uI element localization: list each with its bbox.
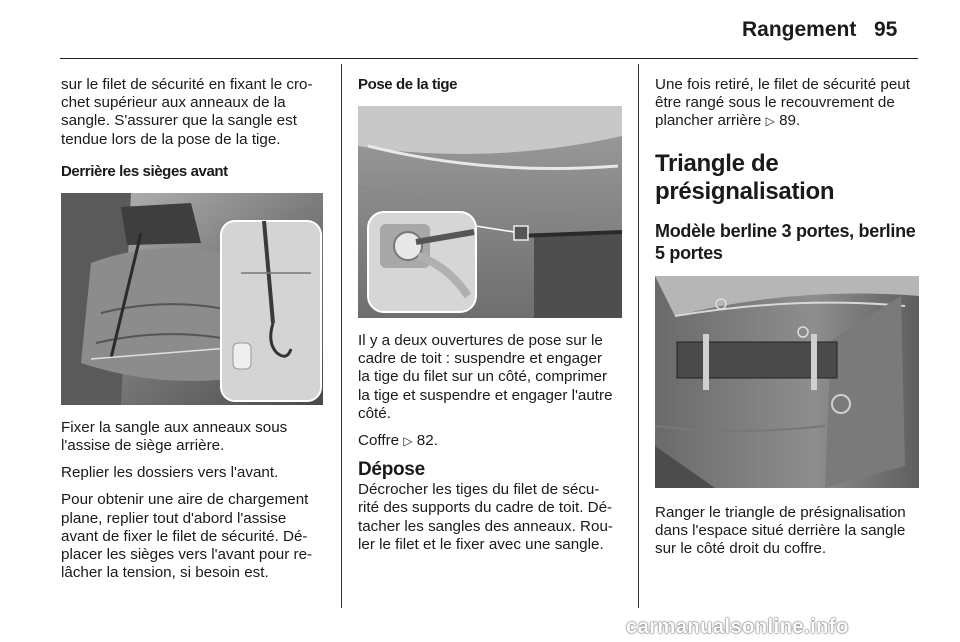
section-heading-front-seats: Derrière les sièges avant: [61, 162, 228, 180]
column-divider-1: [341, 64, 342, 608]
header-divider: [60, 58, 918, 59]
paragraph-fold-backrests: Replier les dossiers vers l'avant.: [61, 464, 279, 482]
column-divider-2: [638, 64, 639, 608]
column-1: [61, 76, 327, 582]
photo-warning-triangle-storage: [655, 276, 919, 488]
photo-rod-mount: [358, 106, 622, 318]
reference-link[interactable]: 89.: [779, 112, 801, 130]
reference-arrow-icon: ▷: [403, 434, 413, 449]
column-2: [358, 76, 624, 554]
watermark: carmanualsonline.info: [626, 616, 849, 638]
paragraph-fix-strap: Fixer la sangle aux anneaux sous l'assise de siège arrière.: [61, 418, 288, 455]
section-heading-warning-triangle: Triangle de présignalisation: [655, 149, 835, 205]
paragraph-store-triangle: Ranger le triangle de présignalisation dans l'espace situé derrière la sangle sur le côté droit du coffre.: [655, 503, 906, 558]
paragraph-removal: Décrocher les tiges du filet de sécu- rité des supports du cadre de toit. Dé- tacher les sangles des anneaux. Rou- ler le filet et le fixer avec une sangle.: [358, 481, 613, 553]
page-number: 95: [874, 18, 898, 41]
photo-strap-rear-seat: [61, 193, 323, 405]
reference-coffre: Coffre ▷ 82.: [358, 432, 438, 450]
subheading-model-variants: Modèle berline 3 portes, berline 5 portes: [655, 220, 916, 263]
paragraph-flat-load-area: Pour obtenir une aire de chargement plane, replier tout d'abord l'assise avant de fixer le filet de sécurité. Dé- placer les sièges vers l'avant pour re- lâcher la tension, si besoin est.: [61, 491, 313, 582]
paragraph-two-openings: Il y a deux ouvertures de pose sur le cadre de toit : suspendre et engager la tige du filet sur un côté, comprimer la tige et suspendre et engager l'autre côté.: [358, 332, 613, 422]
section-heading-rod-installation: Pose de la tige: [358, 76, 458, 93]
reference-arrow-icon: ▷: [765, 114, 775, 129]
column-3: [655, 76, 923, 558]
paragraph-storage-after-removal: Une fois retiré, le filet de sécurité peut être rangé sous le recouvrement de plancher arrière ▷ 89.: [655, 76, 910, 130]
intro-paragraph: sur le filet de sécurité en fixant le cro- chet supérieur aux anneaux de la sangle. S'assurer que la sangle est tendue lors de la pose de la tige.: [61, 76, 313, 148]
reference-link[interactable]: 82.: [416, 432, 438, 450]
page-title: Rangement: [742, 18, 857, 41]
section-heading-removal: Dépose: [358, 459, 425, 481]
